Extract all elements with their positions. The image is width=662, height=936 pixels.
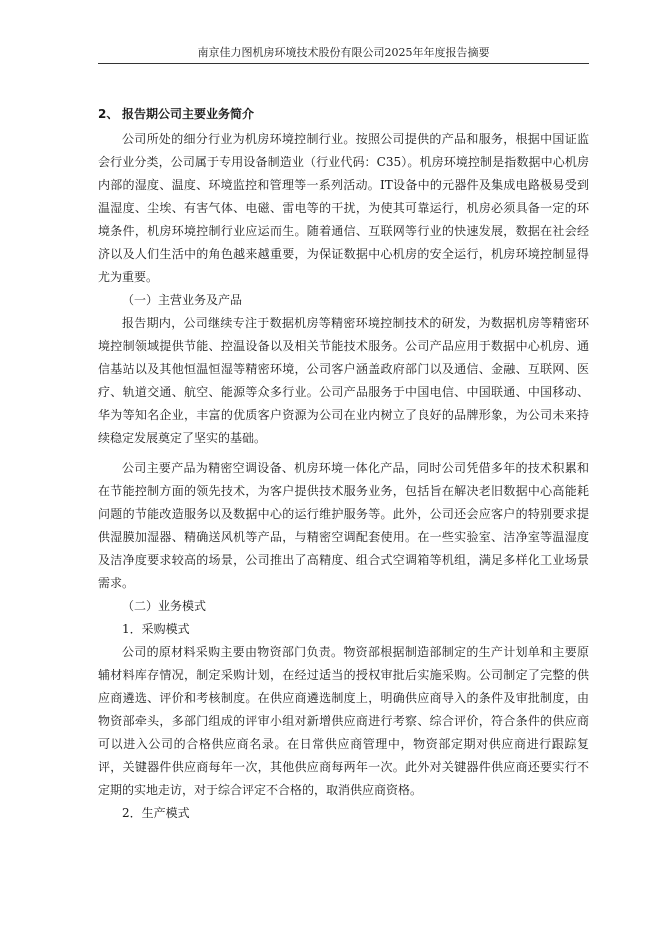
subheading-main-business: （一）主营业务及产品	[122, 293, 243, 307]
subheading-production-model: 2．生产模式	[122, 806, 190, 820]
page-header: 南京佳力图机房环境技术股份有限公司2025年年度报告摘要	[197, 46, 490, 59]
subheading-procurement-model: 1．采购模式	[122, 622, 190, 636]
procurement-paragraph: 公司的原材料采购主要由物资部门负责。物资部根据制造部制定的生产计划单和主要原辅材料库存情况，制定采购计划，在经过适当的授权审批后实施采购。公司制定了完整的供应商遴选、评价和考核制度。在供应商遴选制度上，明确供应商导入的条件及审批制度，由物资部牵头，多部门组成的评审小组对新增供应商进行考察、综合评价，符合条件的供应商可以进入公司的合格供应商名录。在日常供应商管理中，物资部定期对供应商进行跟踪复评，关键器件供应商每年一次，其他供应商每两年一次。此外对关键器件供应商还要实行不定期的实地走访，对于综合评定不合格的，取消供应商资格。	[98, 645, 589, 797]
main-business-paragraph-1: 报告期内，公司继续专注于数据机房等精密环境控制技术的研发，为数据机房等精密环境控制领域提供节能、控温设备以及相关节能技术服务。公司产品应用于数据中心机房、通信基站以及其他恒温恒湿等精密环境，公司客户涵盖政府部门以及通信、金融、互联网、医疗、轨道交通、航空、能源等众多行业。公司产品服务于中国电信、中国联通、中国移动、华为等知名企业，丰富的优质客户资源为公司在业内树立了良好的品牌形象，为公司未来持续稳定发展奠定了坚实的基础。	[98, 316, 589, 445]
header-rule	[98, 63, 589, 64]
intro-paragraph: 公司所处的细分行业为机房环境控制行业。按照公司提供的产品和服务，根据中国证监会行业分类，公司属于专用设备制造业（行业代码：C35）。机房环境控制是指数据中心机房内部的湿度、温度、环境监控和管理等一系列活动。IT设备中的元器件及集成电路极易受到温湿度、尘埃、有害气体、电磁、雷电等的干扰，为使其可靠运行，机房必须具备一定的环境条件，机房环境控制行业应运而生。随着通信、互联网等行业的快速发展，数据在社会经济以及人们生活中的角色越来越重要，为保证数据中心机房的安全运行，机房环境控制显得尤为重要。	[98, 132, 589, 284]
document-body	[98, 105, 589, 825]
section-heading	[98, 105, 589, 123]
main-business-paragraph-2: 公司主要产品为精密空调设备、机房环境一体化产品，同时公司凭借多年的技术积累和在节能控制方面的领先技术，为客户提供技术服务业务，包括旨在解决老旧数据中心高能耗问题的节能改造服务以及数据中心的运行维护服务等。此外，公司还会应客户的特别要求提供湿膜加湿器、精确送风机等产品，与精密空调配套使用。在一些实验室、洁净室等温湿度及洁净度要求较高的场景，公司推出了高精度、组合式空调箱等机组，满足多样化工业场景需求。	[98, 461, 589, 590]
section-number: 2、	[98, 107, 119, 121]
section-title: 报告期公司主要业务简介	[122, 107, 255, 121]
paragraph-gap	[98, 450, 589, 457]
subheading-business-model: （二）业务模式	[122, 599, 207, 613]
